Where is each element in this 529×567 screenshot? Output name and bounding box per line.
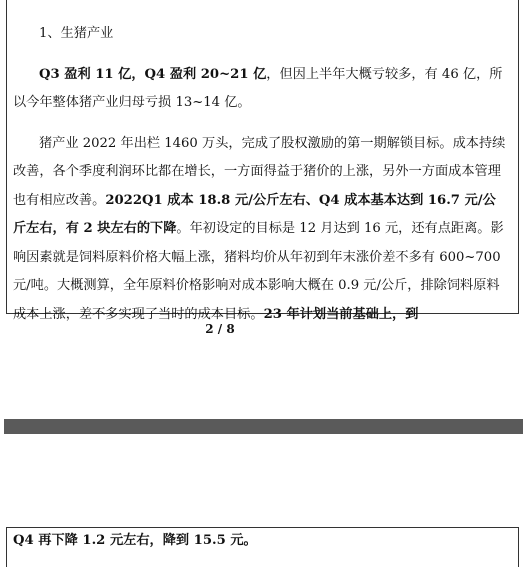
page-2-content bbox=[13, 527, 507, 555]
paragraph-cost bbox=[13, 130, 507, 330]
profit-highlight: Q3 盈利 11 亿，Q4 盈利 20~21 亿 bbox=[39, 66, 267, 82]
cost-highlight-1: 2022Q1 成本 18.8 元/公斤左右、Q4 成本基本达到 16.7 元/公斤左右，有 2 块左右的下降 bbox=[13, 192, 496, 236]
cost-highlight-2: 23 年计划当前基础上，到 bbox=[263, 306, 419, 322]
profit-text: ，但因上半年大概亏较多，有 46 亿，所以今年整体猪产业归母亏损 13~14 亿。 bbox=[13, 66, 503, 110]
paragraph-profit bbox=[13, 61, 507, 118]
page-number: 2 / 8 bbox=[205, 322, 235, 336]
continuation-highlight: Q4 再下降 1.2 元左右，降到 15.5 元。 bbox=[13, 533, 257, 548]
page-1-content bbox=[13, 20, 507, 329]
page-separator bbox=[4, 419, 523, 434]
section-heading: 1、生猪产业 bbox=[39, 26, 114, 41]
continuation-line bbox=[13, 527, 507, 555]
cost-text-1: 猪产业 2022 年出栏 1460 万头，完成了股权激励的第一期解锁目标。成本持续改善，各个季度利润环比都在增长，一方面得益于猪价的上涨，另外一方面成本管理也有相应改善。 bbox=[13, 135, 506, 208]
cost-text-2: 。年初设定的目标是 12 月达到 16 元，还有点距离。影响因素就是饲料原料价格大幅上涨，猪料均价从年初到年末涨价差不多有 600~700 元/吨。大概测算，全年原料价格影响对成本影响大概在 0.9 元/公斤，排除饲料原料成本上涨，差不多实现了当时的成本目标。 bbox=[13, 221, 504, 322]
